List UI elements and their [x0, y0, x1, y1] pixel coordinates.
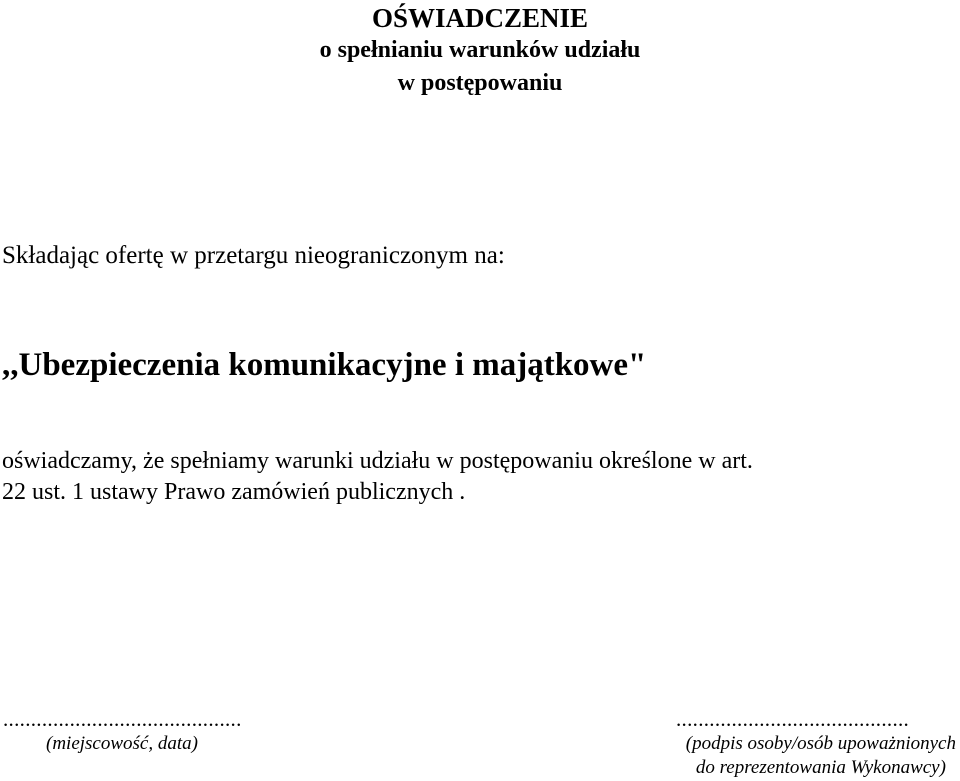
signature-dotted-line: .......................................... — [676, 707, 910, 731]
place-date-caption: (miejscowość, data) — [46, 733, 198, 754]
signature-caption-line-1: (podpis osoby/osób upoważnionych — [685, 733, 956, 754]
title-subheading: o spełnianiu warunków udziału — [319, 37, 641, 63]
title-heading: OŚWIADCZENIE — [371, 3, 589, 33]
statement-line-1: oświadczamy, że spełniamy warunki udziału w postępowaniu określone w art. — [2, 448, 753, 474]
title-subheading-continued: w postępowaniu — [397, 70, 563, 96]
intro-text: Składając ofertę w przetargu nieograniczonym na: — [2, 242, 505, 269]
statement-line-2: 22 ust. 1 ustawy Prawo zamówień publicznych . — [2, 479, 466, 505]
place-date-dotted-line: ........................................... — [3, 707, 242, 731]
statement-paragraph — [2, 446, 952, 508]
document-title — [0, 2, 960, 100]
tender-subject: ,,Ubezpieczenia komunikacyjne i majątkowe" — [2, 347, 647, 383]
signature-caption — [686, 732, 956, 780]
signature-caption-line-2: do reprezentowania Wykonawcy) — [695, 757, 946, 778]
